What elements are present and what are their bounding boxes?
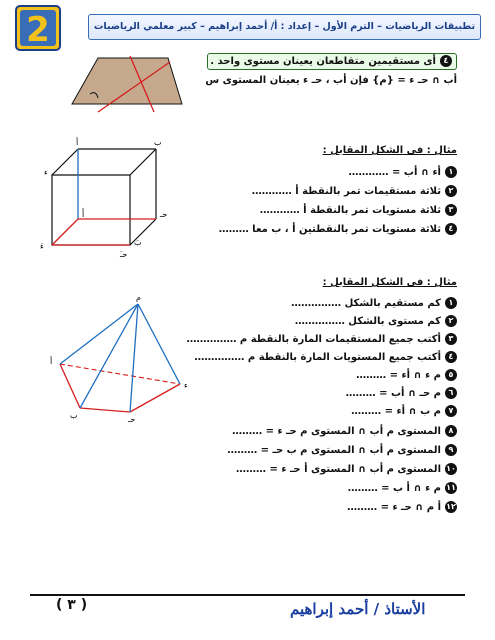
example1-item: ٢ثلاثة مستقيمات تمر بالنقطة أ …………	[252, 185, 457, 197]
pyramid-label: ء	[184, 381, 188, 390]
example2-item: ٣أكتب جميع المستقيمات المارة بالنقطة م ……………	[186, 333, 457, 345]
pyramid-figure	[48, 292, 198, 422]
example2-item: ٨المستوى م أب ∩ المستوى م حـ ء = ………	[232, 425, 457, 437]
plane-figure	[70, 54, 190, 114]
example2-item: ٧م ب ∩ أء = ………	[351, 405, 457, 417]
logo-digit: 2	[26, 10, 50, 50]
logo	[10, 4, 86, 52]
author-signature: الأستاذ / أحمد إبراهيم	[290, 600, 426, 618]
example2-item: ٥م ء ∩ أء = ………	[356, 369, 457, 381]
pyramid-label: ب	[70, 411, 78, 420]
example2-item: ١كم مستقيم بالشكل ……………	[291, 297, 457, 309]
banner-text: أى مستقيمين متقاطعان يعينان مستوى واحد .	[210, 56, 436, 67]
banner-number: ٤	[440, 55, 452, 67]
cube-label: أ	[76, 138, 79, 147]
cube-label: ءَ	[40, 242, 44, 251]
cube-label: حـ	[160, 210, 168, 219]
example1-item: ٣ثلاثة مستويات تمر بالنقطة أ …………	[260, 204, 457, 216]
example2-item: ١٢أ م ∩ حـ ء = ………	[347, 502, 456, 513]
example2-item: ١١م ء ∩ أ ب = ………	[347, 483, 456, 494]
example1-item: ٤ثلاثة مستويات تمر بالنقطتين أ ، ب معا ………	[219, 223, 457, 235]
example1-title: مثال : فى الشكل المقابل :	[322, 145, 457, 156]
page-header: تطبيقات الرياضيات – الترم الأول – إعداد : أ/ أحمد إبراهيم – كبير معلمي الرياضيات	[88, 14, 481, 40]
example2-title: مثال : فى الشكل المقابل :	[322, 277, 457, 288]
cube-figure	[30, 135, 180, 265]
theorem-banner	[207, 53, 457, 70]
example2-item: ٢كم مستوى بالشكل ……………	[295, 315, 457, 327]
pyramid-label: حـ	[128, 415, 136, 422]
cube-label: حـَ	[120, 250, 128, 259]
example2-item: ٦م حـ ∩ أب = ………	[346, 387, 457, 399]
example1-item: ١أء ∩ أب = …………	[349, 166, 457, 178]
pyramid-label: أ	[50, 357, 53, 366]
cube-label: بَ	[134, 238, 142, 247]
cube-label: ب	[154, 138, 162, 147]
page-number: ( ٣ )	[56, 597, 88, 613]
example2-item: ٩المستوى م أب ∩ المستوى م ب حـ = ………	[227, 444, 457, 456]
example2-item: ١٠المستوى م أب ∩ المستوى أ حـ ء = ………	[236, 464, 456, 475]
pyramid-label: م	[136, 293, 141, 302]
example2-item: ٤أكتب جميع المستويات المارة بالنقطة م ……………	[194, 351, 457, 363]
cube-label: أَ	[82, 210, 85, 219]
footer-divider	[30, 594, 465, 596]
intro-statement: أب ∩ حـ ء = {م} فإن أب ، حـ ء يعينان المستوى س	[205, 75, 457, 86]
cube-label: ء	[44, 168, 48, 177]
